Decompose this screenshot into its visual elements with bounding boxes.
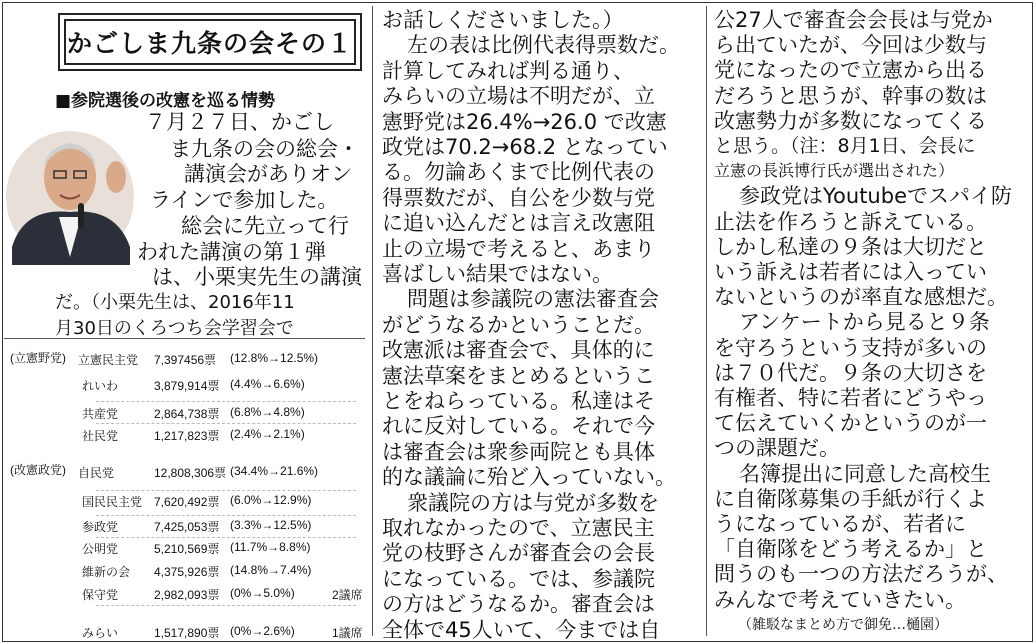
- row-separator: [96, 515, 356, 516]
- text-line: うになっているが、若者に: [714, 512, 966, 536]
- party-name: 公明党: [82, 542, 119, 556]
- seat-count: 2議席: [332, 588, 363, 602]
- text-line: しかし私達の９条は大切だと: [714, 234, 987, 259]
- text-line: の方はどうなるか。審査会は: [382, 592, 655, 617]
- speaker-photo: [4, 107, 136, 265]
- party-name: 共産党: [82, 407, 119, 421]
- party-name: みらい: [82, 626, 119, 640]
- vote-share-change: (34.4%→21.6%): [230, 464, 319, 478]
- text-line: と思う。（注：8月1日、会長に: [714, 135, 976, 157]
- text-line: とをねらっている。私達はそ: [382, 389, 655, 413]
- group-label: (立憲野党): [10, 351, 66, 365]
- text-line: 政党は70.2→68.2 となってい: [382, 135, 668, 159]
- vote-count: 7,397456票: [154, 353, 217, 367]
- vote-share-change: (14.8%→7.4%): [230, 563, 312, 577]
- row-separator: [96, 605, 356, 606]
- vote-count: 2,864,738票: [154, 407, 220, 421]
- article-title: かごしま九条の会その１: [64, 19, 356, 65]
- text-line: になっている。では、参議院: [382, 566, 655, 591]
- vote-share-change: (12.8%→12.5%): [230, 351, 319, 365]
- text-line: ７月２７日、かごし: [145, 110, 334, 134]
- vote-share-change: (6.8%→4.8%): [230, 405, 305, 419]
- text-line: 憲野党は26.4%→26.0 で改憲: [382, 109, 667, 134]
- text-line: 衆議院の方は与党が多数を: [407, 490, 659, 515]
- vote-count: 5,210,569票: [154, 542, 220, 556]
- vote-share-change: (3.3%→12.5%): [230, 518, 312, 532]
- seat-count: 1議席: [332, 626, 363, 640]
- text-line: 左の表は比例代表得票数だ。: [407, 33, 680, 58]
- text-line: 月30日のくろつち会学習会で: [55, 318, 294, 339]
- row-separator: [96, 537, 356, 538]
- row-separator: [96, 401, 356, 402]
- party-name: 立憲民主党: [78, 353, 139, 367]
- text-line: だろうと思うが、幹事の数は: [714, 83, 987, 108]
- text-line: 的な議論に殆ど入っていない。: [382, 465, 676, 490]
- row-separator: [96, 490, 356, 491]
- column-divider: [706, 6, 707, 636]
- text-line: 有権者、特に若者にどうやっ: [714, 386, 987, 410]
- text-line: だ。（小栗先生は、2016年11: [55, 292, 295, 313]
- text-line: つの課題だ。: [714, 436, 840, 461]
- text-line: 講演会がありオン: [184, 162, 352, 186]
- text-line: 党の枝野さんが審査会の会長: [382, 541, 655, 566]
- text-line: 公27人で審査会会長は与党か: [714, 8, 993, 32]
- text-line: 止の立場で考えると、あまり: [382, 236, 655, 261]
- party-name: 社民党: [82, 429, 119, 443]
- text-line: 得票数だが、自公を少数与党: [382, 185, 655, 210]
- text-line: 問うのも一つの方法だろうが、: [714, 562, 1008, 587]
- text-line: いう訴えは若者には入ってい: [714, 260, 987, 284]
- text-line: 名簿提出に同意した高校生: [739, 461, 991, 486]
- text-line: 喜ばしい結果ではない。: [382, 262, 613, 286]
- vote-share-change: (2.4%→2.1%): [230, 427, 305, 441]
- vote-count: 3,879,914票: [154, 379, 220, 393]
- vote-count: 7,425,053票: [154, 520, 220, 534]
- text-line: ないというのが率直な感想だ。: [714, 285, 1008, 310]
- vote-share-change: (11.7%→8.8%): [230, 540, 311, 554]
- vote-table: [4, 338, 365, 639]
- text-line: 党になったので立憲から出る: [714, 58, 987, 83]
- text-line: を守ろうという支持が多いの: [714, 335, 987, 360]
- vote-share-change: (0%→5.0%): [230, 586, 295, 600]
- text-line: われた講演の第１弾: [137, 240, 326, 264]
- vote-count: 7,620,492票: [154, 495, 220, 509]
- text-line: がどうなるかということだ。: [382, 312, 655, 337]
- text-line: 取れなかったので、立憲民主: [382, 516, 655, 540]
- group-label: (改憲政党): [10, 463, 66, 477]
- text-line: て伝えていくかというのが一: [714, 411, 987, 436]
- text-line: 改憲派は審査会で、具体的に: [382, 338, 655, 363]
- column-divider: [372, 6, 373, 636]
- text-line: は７０代だ。９条の大切さを: [714, 360, 987, 385]
- party-name: 保守党: [82, 588, 119, 602]
- vote-share-change: (4.4%→6.6%): [230, 377, 305, 391]
- text-line: アンケートから見ると９条: [739, 310, 990, 335]
- text-line: 「自衛隊をどう考えるか」と: [714, 537, 987, 562]
- text-line: は審査会は衆参両院とも具体: [382, 439, 655, 464]
- vote-share-change: (6.0%→12.9%): [230, 493, 312, 507]
- text-line: 問題は参議院の憲法審査会: [407, 287, 659, 312]
- vote-count: 1,217,823票: [154, 429, 220, 443]
- text-line: 全体で45人いて、今までは自: [382, 617, 661, 642]
- text-line: みらいの立場は不明だが、立: [382, 84, 655, 109]
- text-line: 計算してみれば判る通り、: [382, 58, 634, 83]
- vote-share-change: (0%→2.6%): [230, 624, 295, 638]
- text-line: 立憲の長浜博行氏が選出された）: [714, 161, 955, 181]
- text-line: に自衛隊募集の手紙が行くよ: [714, 486, 987, 511]
- vote-count: 12,808,306票: [154, 466, 227, 480]
- text-line: 止法を作ろうと訴えている。: [714, 209, 987, 234]
- vote-count: 2,982,093票: [154, 588, 220, 602]
- party-name: れいわ: [82, 379, 119, 393]
- vote-count: 4,375,926票: [154, 565, 220, 579]
- text-line: 憲法草案をまとめるというこ: [382, 363, 655, 388]
- party-name: 維新の会: [82, 565, 131, 579]
- row-separator: [96, 423, 356, 424]
- text-line: に追い込んだとは言え改憲阻: [382, 211, 655, 236]
- text-line: お話しくださいました。）: [382, 8, 624, 32]
- text-line: ラインで参加した。: [150, 188, 339, 212]
- text-line: 参政党はYoutubeでスパイ防: [739, 184, 1012, 209]
- text-line: 総会に先立って行: [181, 214, 349, 238]
- text-line: れに反対している。それで今: [382, 414, 655, 439]
- section-heading: ■参院選後の改憲を巡る情勢: [55, 91, 276, 111]
- title-box: [58, 13, 362, 71]
- text-line: は、小栗実先生の講演: [152, 265, 362, 289]
- party-name: 国民民主党: [82, 495, 143, 509]
- text-line: る。勿論あくまで比例代表の: [382, 160, 655, 185]
- text-line: （雑駁なまとめ方で御免…樋園）: [738, 616, 948, 633]
- text-line: 改憲勢力が多数になってくる: [714, 108, 987, 133]
- party-name: 自民党: [78, 466, 115, 480]
- text-line: みんなで考えていきたい。: [714, 587, 966, 612]
- text-line: ま九条の会の総会・: [170, 137, 359, 161]
- party-name: 参政党: [82, 520, 119, 534]
- vote-count: 1,517,890票: [154, 626, 220, 640]
- text-line: ら出ていたが、今回は少数与: [714, 33, 987, 58]
